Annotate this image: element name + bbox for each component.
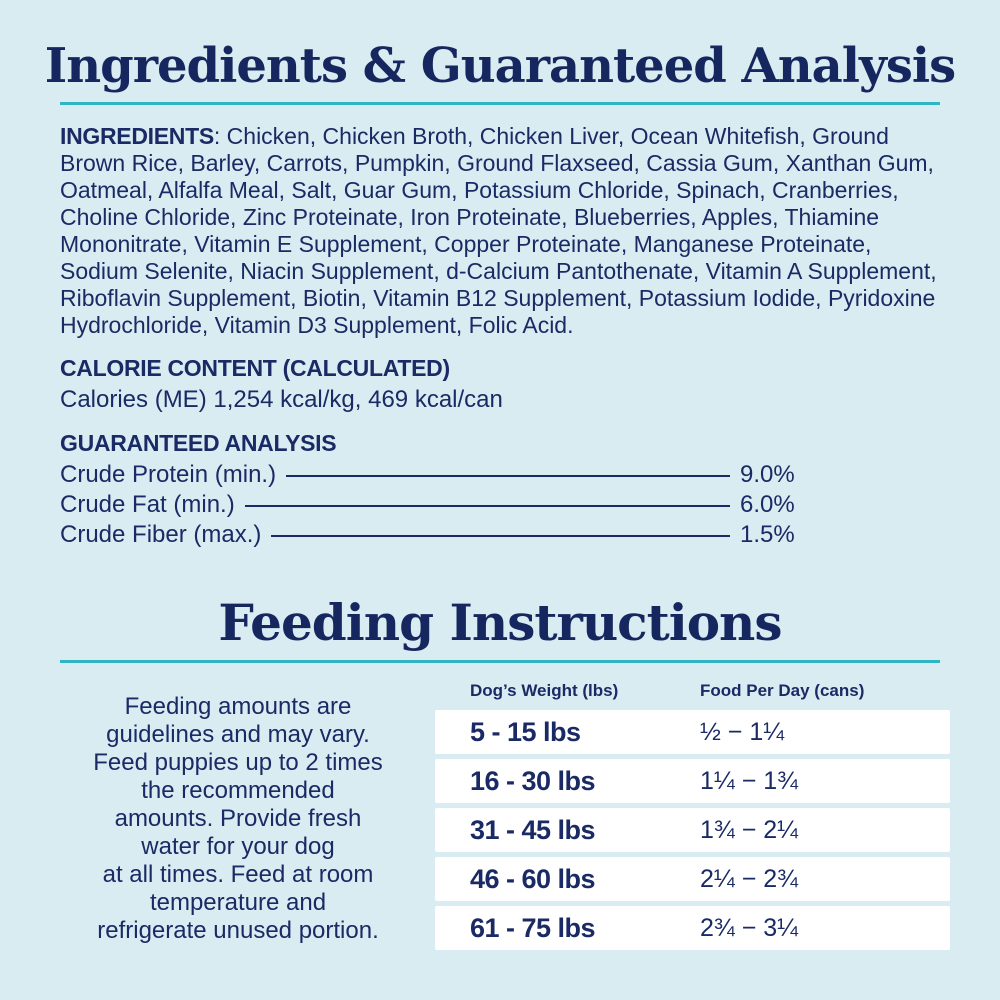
- calorie-content-heading: CALORIE CONTENT (CALCULATED): [60, 355, 450, 381]
- food-column-header: Food Per Day (cans): [700, 681, 865, 700]
- guaranteed-analysis-list: [60, 460, 796, 550]
- food-cell: 2¼ − 2¾: [700, 864, 798, 893]
- feeding-content: [60, 681, 950, 969]
- analysis-label: Crude Fat (min.): [60, 491, 235, 518]
- analysis-label: Crude Protein (min.): [60, 461, 277, 488]
- food-cell: 1¼ − 1¾: [700, 766, 798, 795]
- calorie-content-value: Calories (ME) 1,254 kcal/kg, 469 kcal/can: [60, 386, 503, 413]
- analysis-row-crude-protein: [60, 460, 796, 490]
- weight-column-header: Dog’s Weight (lbs): [470, 681, 619, 700]
- feeding-note: Feeding amounts are guidelines and may vary. Feed puppies up to 2 times the recommended amounts. Provide fresh water for your dog at all times. Feed at room temperature and refrigerate unused portion.: [93, 693, 383, 944]
- weight-cell: 31 - 45 lbs: [470, 814, 596, 845]
- analysis-row-crude-fat: [60, 490, 796, 520]
- analysis-label: Crude Fiber (max.): [60, 521, 262, 548]
- analysis-value: 1.5%: [740, 521, 795, 548]
- food-cell: 2¾ − 3¼: [700, 913, 798, 942]
- table-row: [435, 808, 950, 852]
- teal-divider-bottom: [60, 660, 940, 663]
- table-row: [435, 710, 950, 754]
- food-cell: 1¾ − 2¼: [700, 815, 798, 844]
- feeding-table-header: [435, 681, 950, 701]
- leader-line: [245, 505, 730, 507]
- ingredients-label: INGREDIENTS: [60, 123, 214, 149]
- guaranteed-analysis-heading: GUARANTEED ANALYSIS: [60, 430, 337, 456]
- ingredients-text: : Chicken, Chicken Broth, Chicken Liver, Ocean Whitefish, Ground Brown Rice, Barley, Carrots, Pumpkin, Ground Flaxseed, Cassia Gum, Xanthan Gum, Oatmeal, Alfalfa Meal, Salt, Guar Gum, Potassium Chloride, Spinach, Cranberries, Choline Chloride, Zinc Proteinate, Iron Proteinate, Blueberries, Apples, Thiamine Mononitrate, Vitamin E Supplement, Copper Proteinate, Manganese Proteinate, Sodium Selenite, Niacin Supplement, d-Calcium Pantothenate, Vitamin A Supplement, Riboflavin Supplement, Biotin, Vitamin B12 Supplement, Potassium Iodide, Pyridoxine Hydrochloride, Vitamin D3 Supplement, Folic Acid.: [60, 123, 937, 338]
- weight-cell: 5 - 15 lbs: [470, 716, 581, 747]
- table-row: [435, 857, 950, 901]
- ingredients-paragraph: [60, 123, 948, 339]
- table-row: [435, 906, 950, 950]
- weight-cell: 61 - 75 lbs: [470, 912, 596, 943]
- weight-cell: 46 - 60 lbs: [470, 863, 596, 894]
- analysis-row-crude-fiber: [60, 520, 796, 550]
- feeding-table: [435, 681, 950, 955]
- feeding-instructions-section: [0, 592, 1000, 969]
- leader-line: [271, 535, 730, 537]
- weight-cell: 16 - 30 lbs: [470, 765, 596, 796]
- teal-divider-top: [60, 102, 940, 105]
- table-row: [435, 759, 950, 803]
- analysis-value: 6.0%: [740, 491, 795, 518]
- section-title-ingredients-analysis: Ingredients & Guaranteed Analysis: [44, 38, 956, 94]
- section-title-feeding-instructions: Feeding Instructions: [218, 593, 782, 652]
- food-cell: ½ − 1¼: [700, 717, 785, 746]
- analysis-value: 9.0%: [740, 461, 795, 488]
- leader-line: [286, 475, 730, 477]
